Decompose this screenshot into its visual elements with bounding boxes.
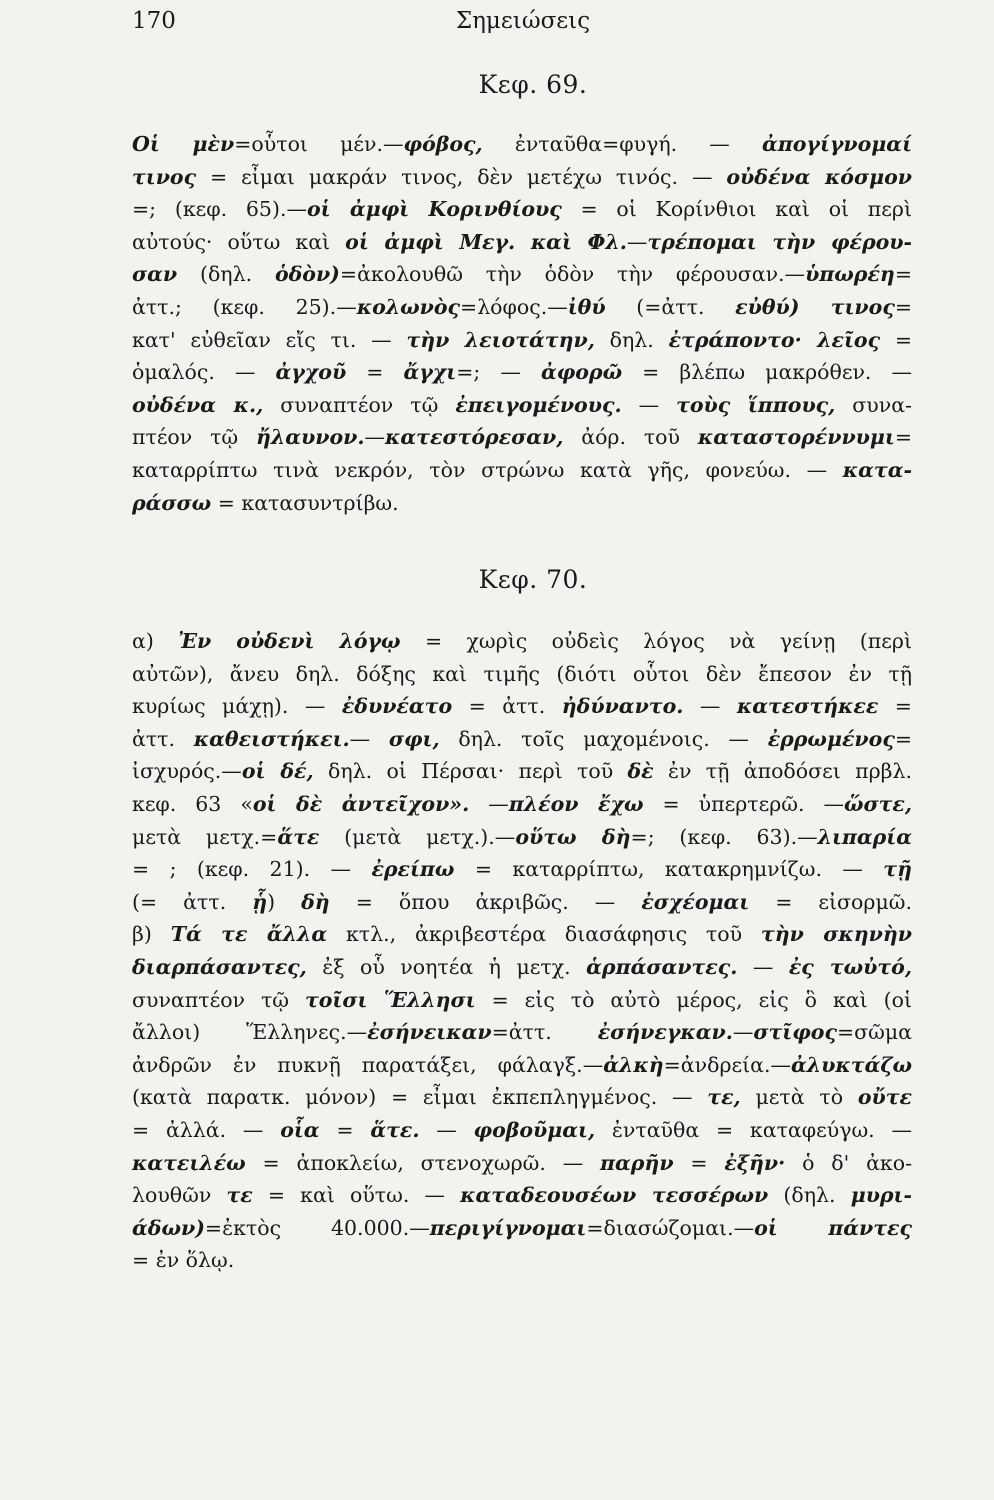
lemma: καταδεουσέων τεσσέρων [460,1183,769,1208]
lemma: ἅτε. [370,1117,420,1142]
gloss: =; — [456,360,541,385]
gloss: (= ἀττ. [132,889,253,914]
page-number: 170 [132,8,176,34]
lemma: τοῖσι Ἕλλησι [304,987,476,1012]
gloss: = [346,360,404,385]
lemma: ἰθύ [567,294,606,319]
gloss: = [894,294,912,319]
gloss: ἀόρ. τοῦ [563,425,698,450]
lemma: σαν [132,262,178,287]
gloss: = χωρὶς οὐδεὶς λόγος νὰ γείνῃ (περὶ [400,629,912,653]
lemma: παρῆν [600,1150,674,1175]
gloss: =; (κεφ. 65).— [132,197,307,222]
running-head [132,8,914,42]
gloss: (μετὰ μετχ.).— [319,824,516,849]
lemma: ἐτράποντο· λεῖος [668,327,881,352]
gloss: μετὰ μετχ.= [132,824,278,849]
lemma: ἀλκὴ [603,1052,664,1077]
lemma: ἅτε [277,824,320,849]
gloss: κυρίως μάχῃ). — [132,694,342,719]
text-line [132,690,912,723]
lemma: κατεστήκεε [736,694,879,719]
gloss: μετὰ τὸ [740,1085,858,1110]
lemma: οὐδένα κόσμον [726,164,912,189]
lemma: Ἐν οὐδενὶ λόγῳ [178,629,401,653]
gloss: =διασώζομαι.— [586,1215,755,1240]
gloss: — [626,229,648,254]
gloss: — [364,425,386,450]
text-line [132,1244,912,1277]
gloss: = [894,262,912,287]
lemma: Τά τε ἄλλα [170,922,328,947]
lemma: περιγίγνομαι [429,1215,587,1240]
lemma: σφι, [388,726,440,751]
gloss: συναπτέον τῷ [263,392,456,417]
gloss: — [419,1117,474,1142]
text-line [132,821,912,854]
lemma: ἐδυνέατο [341,694,453,719]
gloss: ἐξ οὗ νοητέα ἡ μετχ. [306,954,587,979]
gloss: δηλ. οἱ Πέρσαι· περὶ τοῦ [313,759,628,784]
gloss: = εἰς τὸ αὐτὸ μέρος, εἰς ὃ καὶ (οἱ [475,987,912,1012]
gloss: — [349,726,389,751]
lemma: πλέον ἔχω [508,791,644,816]
lemma: ράσσω [132,490,212,515]
lemma: κατα- [842,457,912,482]
lemma: τε, [707,1085,741,1110]
gloss: πτέον τῷ [132,425,256,450]
text-line [132,454,912,487]
gloss: = καταρρίπτω, κατακρημνίζω. — [454,857,884,882]
chapter-heading-70: Κεφ. 70. [478,565,588,594]
gloss: =ἀνδρεία.— [663,1052,792,1077]
lemma: ἀφορῶ [540,360,623,385]
lemma: ἤλαυνον. [256,425,365,450]
text-line [132,1081,912,1114]
gloss: = [894,726,912,751]
text-line [132,193,912,226]
lemma: καταστορέννυμι [697,425,895,450]
text-line [132,788,912,821]
gloss: ὁ δ' ἀκο- [785,1150,912,1175]
lemma: καθειστήκει. [193,726,350,751]
text-line [132,1114,912,1147]
text-line [132,161,912,194]
lemma: ἐξῆν· [724,1150,786,1175]
gloss: κατ' εὐθεῖαν εἴς τι. — [132,327,407,352]
text-line [132,658,912,691]
text-line [132,1147,912,1180]
lemma: τε [226,1183,253,1208]
gloss: = ἀλλά. — [132,1117,281,1142]
gloss: συναπτέον τῷ [132,987,305,1012]
lemma: ἀλυκτάζω [791,1052,912,1077]
chapter-69-notes [132,128,912,519]
lemma: οἱ δὲ ἀντεῖχον». [252,791,470,816]
text-line [132,258,912,291]
lemma: ἄγχι [403,360,457,385]
text-line [132,128,912,161]
gloss: αὐτῶν), ἄνευ δηλ. δόξης καὶ τιμῆς (διότι οὗτοι δὲν ἔπεσον ἐν τῇ [132,661,912,686]
lemma: ἀγχοῦ [275,360,347,385]
gloss: = [673,1150,725,1175]
gloss: συνα- [835,392,912,417]
text-line [132,291,912,324]
lemma: οἱ ἀμφὶ Μεγ. καὶ Φλ. [345,229,627,254]
gloss: — [621,392,677,417]
text-line [132,1016,912,1049]
gloss: = [319,1117,371,1142]
gloss: κτλ., ἀκριβεστέρα διασάφησις τοῦ [327,922,761,947]
text-line [132,951,912,984]
lemma: τὴν σκηνὴν [760,922,912,947]
lemma: ἁρπάσαντες. [586,954,738,979]
lemma: Οἱ μὲν [132,132,235,156]
text-line [132,755,912,788]
lemma: τὴν λειοτάτην, [406,327,595,352]
text-line [132,886,912,919]
lemma: κατεστόρεσαν, [385,425,564,450]
lemma: ᾗ [252,889,268,914]
gloss: = ὅπου ἀκριβῶς. — [329,889,642,914]
text-line [132,853,912,886]
gloss: = εἰσορμῶ. [749,889,912,914]
text-line [132,389,912,422]
gloss: (κατὰ παρατκ. μόνον) = εἶμαι ἐκπεπληγμένος. — [132,1085,708,1110]
lemma: κατειλέω [132,1150,246,1175]
lemma: διαρπάσαντες, [132,954,307,979]
text-line [132,918,912,951]
lemma: ἐπειγομένους. [455,392,622,417]
gloss: = βλέπω μακρόθεν. — [622,360,912,385]
gloss: ἀττ.; (κεφ. 25).— [132,294,357,319]
lemma: ἐρρωμένος [767,726,895,751]
gloss: δηλ. [594,327,669,352]
gloss: κεφ. 63 « [132,791,253,816]
gloss: = [894,425,912,450]
text-line [132,421,912,454]
gloss: — [737,954,789,979]
chapter-70-notes [132,625,912,1277]
lemma: οὐδένα κ., [132,392,264,417]
lemma: ὑπωρέη [805,262,895,287]
lemma: δὴ [301,889,330,914]
gloss: = ὑπερτερῶ. — [643,791,844,816]
gloss: ἄλλοι) Ἕλληνες.— [132,1020,368,1045]
lemma: τῇ [883,857,912,882]
lemma: φόβος, [403,132,483,156]
lemma: μυρι- [850,1183,912,1208]
gloss: =οὗτοι μέν.— [234,132,404,156]
gloss: ἐνταῦθα = καταφεύγω. — [595,1117,912,1142]
gloss: = ἐν ὅλῳ. [132,1248,235,1273]
text-line [132,226,912,259]
gloss: (=ἀττ. [605,294,736,319]
lemma: ἠδύναντο. [561,694,684,719]
gloss: =σῶμα [836,1020,912,1045]
gloss: λουθῶν [132,1183,227,1208]
gloss: ἐν τῇ ἀποδόσει πρβλ. [653,759,912,784]
text-line [132,1049,912,1082]
gloss: δηλ. τοῖς μαχομένοις. — [439,726,768,751]
text-line [132,356,912,389]
gloss: = ; (κεφ. 21). — [132,857,372,882]
gloss: ἀνδρῶν ἐν πυκνῇ παρατάξει, φάλαγξ.— [132,1052,604,1077]
lemma: ὁδὸν) [274,262,340,287]
lemma: τινος [132,164,197,189]
running-title: Σημειώσεις [455,8,591,34]
gloss: = ἀποκλείω, στενοχωρῶ. — [245,1150,601,1175]
gloss: = εἶμαι μακράν τινος, δὲν μετέχω τινός. — [196,164,727,189]
gloss: = [878,694,912,719]
gloss: =; (κεφ. 63).— [630,824,818,849]
gloss: =ἐκτὸς 40.000.— [204,1215,430,1240]
lemma: οὕτω δὴ [515,824,631,849]
gloss: ) [267,889,302,914]
lemma: άδων) [132,1215,205,1240]
lemma: τοὺς ἵππους, [676,392,836,417]
gloss: = [880,327,912,352]
lemma: ἐσήνεγκαν. [597,1020,733,1045]
gloss: = οἱ Κορίνθιοι καὶ οἱ περὶ [561,197,912,222]
lemma: οὔτε [857,1085,912,1110]
gloss: β) [132,922,171,947]
text-line [132,723,912,756]
gloss: ἐνταῦθα=φυγή. — [482,132,762,156]
gloss: (δηλ. [177,262,275,287]
lemma: λιπαρία [817,824,912,849]
text-line [132,984,912,1017]
gloss: =λόφος.— [460,294,568,319]
text-line [132,487,912,520]
gloss: καταρρίπτω τινὰ νεκρόν, τὸν στρώνω κατὰ γῆς, φονεύω. — [132,457,843,482]
gloss: — [683,694,737,719]
lemma: ἐσχέομαι [641,889,750,914]
gloss: =ἀκολουθῶ τὴν ὁδὸν τὴν φέρουσαν.— [339,262,806,287]
lemma: οἱ δέ, [241,759,314,784]
lemma: ἐρείπω [371,857,455,882]
text-line [132,324,912,357]
gloss: ἀττ. [132,726,194,751]
gloss: = καὶ οὕτω. — [252,1183,461,1208]
text-line [132,1179,912,1212]
gloss: α) [132,629,179,653]
gloss: ὁμαλός. — [132,360,276,385]
lemma: οἱ πάντες [754,1215,912,1240]
lemma: φοβοῦμαι, [473,1117,596,1142]
lemma: δὲ [627,759,654,784]
lemma: ἀπογίγνομαί [761,132,912,156]
lemma: ὥστε, [843,791,912,816]
lemma: ἐς τωὐτό, [788,954,912,979]
gloss: — [732,1020,754,1045]
text-line [132,1212,912,1245]
text-line [132,625,912,658]
chapter-heading-69: Κεφ. 69. [478,70,588,99]
lemma: οἷα [280,1117,320,1142]
gloss: αὐτούς· οὕτω καὶ [132,229,346,254]
gloss: ἰσχυρός.— [132,759,242,784]
lemma: ἐσήνεικαν [367,1020,492,1045]
lemma: εὐθύ) τινος [735,294,895,319]
lemma: κολωνὸς [356,294,461,319]
gloss: =ἀττ. [491,1020,598,1045]
gloss: — [469,791,509,816]
gloss: (δηλ. [768,1183,851,1208]
lemma: τρέπομαι τὴν φέρου- [647,229,912,254]
lemma: στῖφος [753,1020,837,1045]
lemma: οἱ ἀμφὶ Κορινθίους [306,197,562,222]
gloss: = κατασυντρίβω. [211,490,399,515]
gloss: = ἀττ. [452,694,562,719]
